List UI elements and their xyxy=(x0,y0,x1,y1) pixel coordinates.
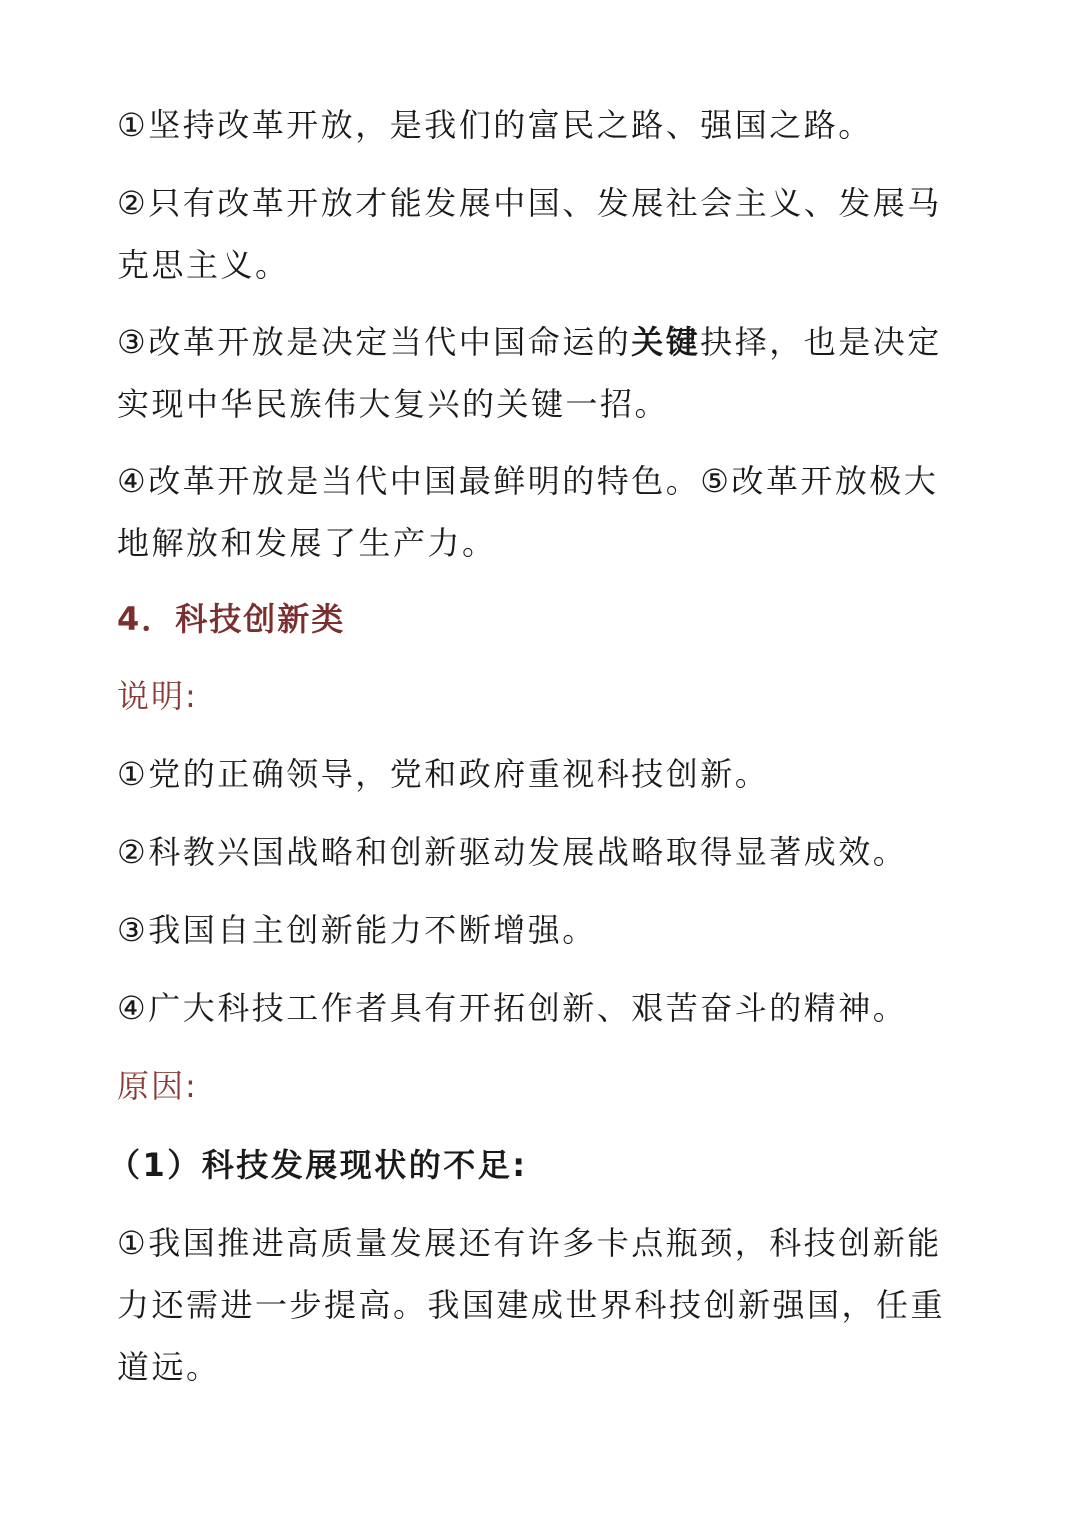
reform-point-3-text-a: ③改革开放是决定当代中国命运的 xyxy=(117,323,632,361)
reason-subheading: （1）科技发展现状的不足: xyxy=(108,1146,528,1184)
reform-point-3 xyxy=(117,311,967,435)
reform-point-3-bold: 关键 xyxy=(631,323,701,361)
section-heading-tech-innovation: 4．科技创新类 xyxy=(117,600,346,638)
reform-point-2: ②只有改革开放才能发展中国、发展社会主义、发展马克思主义。 xyxy=(117,184,942,284)
reform-point-4-5: ④改革开放是当代中国最鲜明的特色。⑤改革开放极大地解放和发展了生产力。 xyxy=(117,462,939,562)
reason-point-1: ①我国推进高质量发展还有许多卡点瓶颈，科技创新能力还需进一步提高。我国建成世界科技创新强国，任重道远。 xyxy=(117,1224,946,1386)
reform-point-1: ①坚持改革开放，是我们的富民之路、强国之路。 xyxy=(117,106,873,144)
reason-label: 原因: xyxy=(117,1067,198,1105)
explain-point-2: ②科教兴国战略和创新驱动发展战略取得显著成效。 xyxy=(117,833,908,871)
explain-point-4: ④广大科技工作者具有开拓创新、艰苦奋斗的精神。 xyxy=(117,989,908,1027)
explain-label: 说明: xyxy=(117,677,198,715)
explain-point-3: ③我国自主创新能力不断增强。 xyxy=(117,911,597,949)
reform-point-3-text-b: 抉择，也是决定实现中华民族伟大复兴的关键一招。 xyxy=(117,323,942,423)
explain-point-1: ①党的正确领导，党和政府重视科技创新。 xyxy=(117,755,770,793)
